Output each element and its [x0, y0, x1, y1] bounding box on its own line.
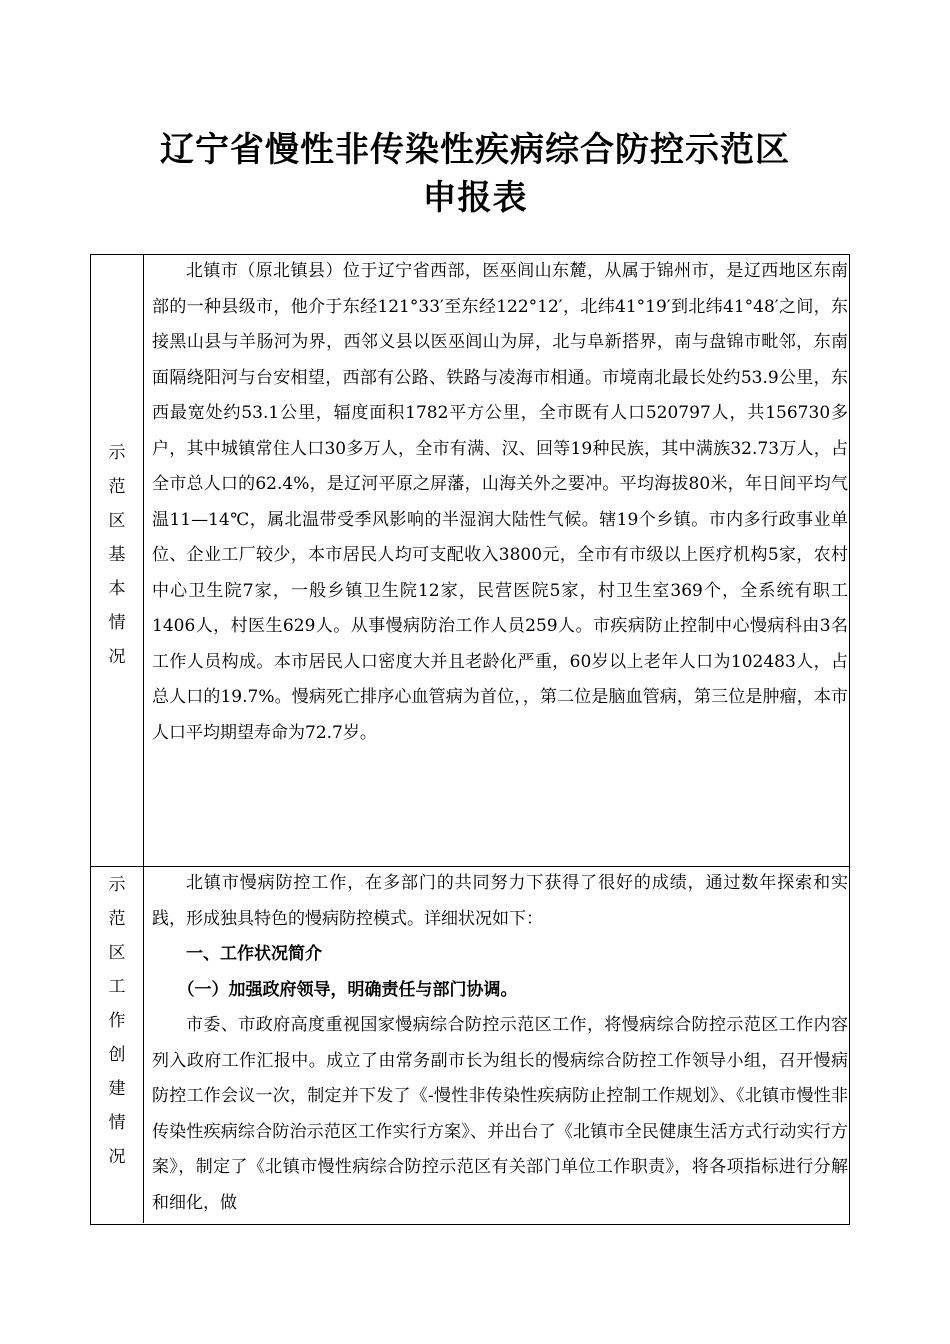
paragraph: 北镇市慢病防控工作，在多部门的共同努力下获得了很好的成绩，通过数年探索和实践，形成独具特色的慢病防控模式。详细状况如下： [152, 873, 848, 929]
document-subtitle: 申报表 [422, 178, 528, 218]
row-label-work-status: 示 范 区 工 作 创 建 情 况 [108, 875, 126, 1167]
paragraph: 市委、市政府高度重视国家慢病综合防控示范区工作，将慢病综合防控示范区工作内容列入政府工作汇报中。成立了由常务副市长为组长的慢病综合防控工作领导小组，召开慢病防控工作会议一次，制定并下发了《-慢性非传染性疾病防止控制工作规划》、《北镇市慢性非传染性疾病综合防治示范区工作实行方案》、并出台了《北镇市全民健康生活方式行动实行方案》，制定了《北镇市慢性病综合防控示范区有关部门单位工作职责》，将各项指标进行分解和细化，做 [152, 1015, 848, 1213]
document-title: 辽宁省慢性非传染性疾病综合防控示范区 [160, 130, 790, 170]
section-heading: 一、工作状况简介 [186, 944, 322, 964]
row-label-basic-info: 示 范 区 基 本 情 况 [108, 443, 126, 667]
basic-info-content [152, 254, 848, 751]
work-status-content [152, 866, 848, 1221]
paragraph: 北镇市（原北镇县）位于辽宁省西部，医巫闾山东麓，从属于锦州市，是辽西地区东南部的一种县级市，他介于东经121°33′至东经122°12′，北纬41°19′到北纬41°48′之间，东接黑山县与羊肠河为界，西邻义县以医巫闾山为屏，北与阜新搭界，南与盘锦市毗邻，东南面隔绕阳河与台安相望，西部有公路、铁路与凌海市相通。市境南北最长处约53.9公里，东西最宽处约53.1公里，辐度面积1782平方公里，全市既有人口520797人，共156730多户，其中城镇常住人口30多万人，全市有满、汉、回等19种民族，其中满族32.73万人，占全市总人口的62.4%，是辽河平原之屏藩，山海关外之要冲。平均海拔80米，年日间平均气温11—14℃，属北温带受季风影响的半湿润大陆性气候。辖19个乡镇。市内多行政事业单位、企业工厂较少，本市居民人均可支配收入3800元，全市有市级以上医疗机构5家，农村中心卫生院7家，一般乡镇卫生院12家，民营医院5家，村卫生室369个，全系统有职工1406人，村医生629人。从事慢病防治工作人员259人。市疾病防止控制中心慢病科由3名工作人员构成。本市居民人口密度大并且老龄化严重，60岁以上老年人口为102483人，占总人口的19.7%。慢病死亡排序心血管病为首位，，第二位是脑血管病，第三位是肿瘤，本市人口平均期望寿命为72.7岁。 [152, 261, 848, 743]
subsection-heading: （一）加强政府领导，明确责任与部门协调。 [177, 979, 518, 1000]
column-divider [143, 254, 144, 1223]
